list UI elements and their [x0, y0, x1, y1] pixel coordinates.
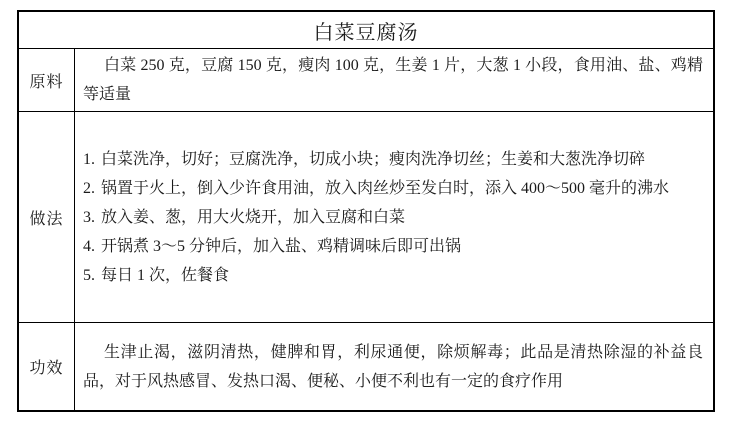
step-text: 每日 1 次，佐餐食	[101, 266, 230, 284]
step-text: 白菜洗净，切好；豆腐洗净，切成小块；瘦肉洗净切丝；生姜和大葱洗净切碎	[101, 150, 646, 168]
effects-text: 生津止渴，滋阴清热，健脾和胃，利尿通便，除烦解毒；此品是清热除湿的补益良品，对于风热感冒、发热口渴、便秘、小便不利也有一定的食疗作用	[83, 343, 703, 390]
ingredients-content-cell	[75, 49, 713, 111]
recipe-title: 白菜豆腐汤	[19, 12, 713, 49]
method-step	[83, 203, 703, 232]
ingredients-text: 白菜 250 克，豆腐 150 克，瘦肉 100 克，生姜 1 片，大葱 1 小段，食用油、盐、鸡精等适量	[83, 57, 703, 103]
step-text: 锅置于火上，倒入少许食用油，放入肉丝炒至发白时，添入 400～500 毫升的沸水	[101, 179, 670, 197]
method-content-cell	[75, 112, 713, 322]
step-number: 2.	[83, 179, 95, 197]
method-step	[83, 174, 703, 203]
effects-content-cell	[75, 323, 713, 410]
method-row-label: 做法	[19, 112, 75, 322]
ingredients-row-label: 原料	[19, 49, 75, 111]
step-number: 5.	[83, 266, 95, 284]
step-text: 开锅煮 3～5 分钟后，加入盐、鸡精调味后即可出锅	[101, 237, 462, 255]
step-number: 1.	[83, 150, 95, 168]
recipe-table	[17, 10, 715, 412]
method-step	[83, 232, 703, 261]
step-number: 4.	[83, 237, 95, 255]
effects-row	[19, 323, 713, 410]
ingredients-row	[19, 49, 713, 112]
method-steps-list	[83, 145, 703, 290]
effects-row-label: 功效	[19, 323, 75, 410]
method-step	[83, 261, 703, 290]
step-number: 3.	[83, 208, 95, 226]
method-row	[19, 112, 713, 323]
method-step	[83, 145, 703, 174]
step-text: 放入姜、葱，用大火烧开，加入豆腐和白菜	[101, 208, 406, 226]
